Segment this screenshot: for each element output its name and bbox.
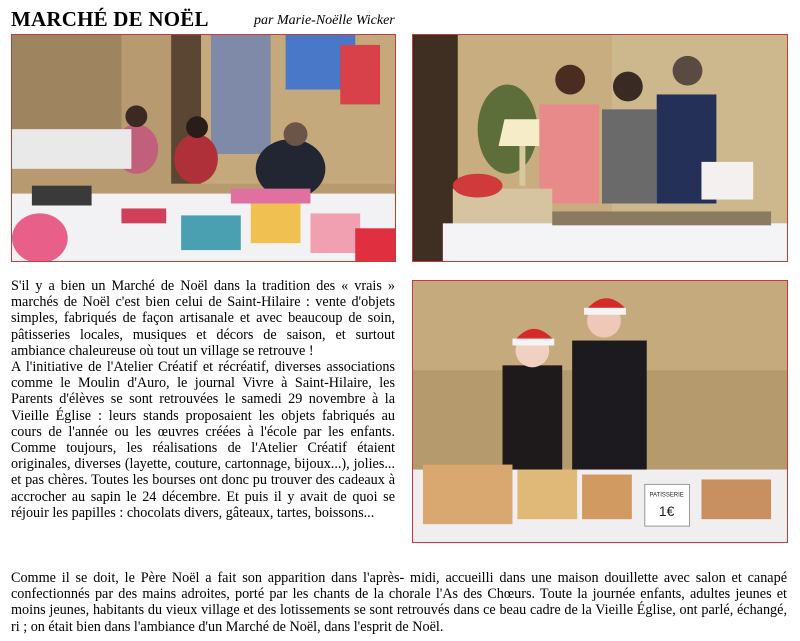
three-women-image bbox=[413, 35, 787, 261]
author-byline: par Marie-Noëlle Wicker bbox=[254, 13, 395, 28]
craft-stand-image bbox=[12, 35, 395, 261]
photo-craft-stand bbox=[11, 34, 396, 262]
article-full-width-text bbox=[11, 570, 787, 635]
article-paragraph-2: A l'initiative de l'Atelier Créatif et récréatif, diverses associations comme le Moulin d'Auro, le journal Vivre à Saint-Hilaire, les Parents d'élèves se sont retrouvées le samedi 29 novembre à la Vieille Église : leurs stands proposaient les objets fabriqués au cours de l'année ou les œuvres créées à l'école par les enfants. Comme toujours, les réalisations de l'Atelier Créatif étaient originales, diverses (layette, couture, cartonnage, bijoux...), jolies... et pas chères. Toutes les bourses ont donc pu trouver des cadeaux à accrocher au sapin le 24 décembre. Et puis il y avait de quoi se réjouir les papilles : chocolats divers, gâteaux, tartes, boissons... bbox=[11, 359, 395, 521]
article-column-text bbox=[11, 278, 395, 521]
photo-three-women bbox=[412, 34, 788, 262]
article-paragraph-3: Comme il se doit, le Père Noël a fait son apparition dans l'après- midi, accueilli dans une maison douillette avec salon et canapé confectionnés par des mains adroites, porté par les chants de la chorale l'As des Chœurs. Toute la journée enfants, adultes jeunes et moins jeunes, habitants du vieux village et des lotissements se sont retrouvés dans ce beau cadre de la Vieille Église, ont parlé, échangé, ri ; on était bien dans l'ambiance d'un Marché de Noël, dans l'esprit de Noël. bbox=[11, 570, 787, 635]
pastry-sign-label: PATISSERIE bbox=[649, 492, 684, 499]
pastry-stand-image bbox=[413, 281, 787, 542]
photo-pastry-stand bbox=[412, 280, 788, 543]
pastry-sign-price: 1€ bbox=[658, 503, 675, 520]
article-paragraph-1: S'il y a bien un Marché de Noël dans la tradition des « vrais » marchés de Noël c'est bien celui de Saint-Hilaire : vente d'objets simples, fabriqués de façon artisanale et avec beaucoup de soin, pâtisseries locales, musiques et décors de saison, et surtout ambiance chaleureuse où tout un village se retrouve ! bbox=[11, 278, 395, 359]
article-title: MARCHÉ DE NOËL bbox=[11, 7, 209, 31]
